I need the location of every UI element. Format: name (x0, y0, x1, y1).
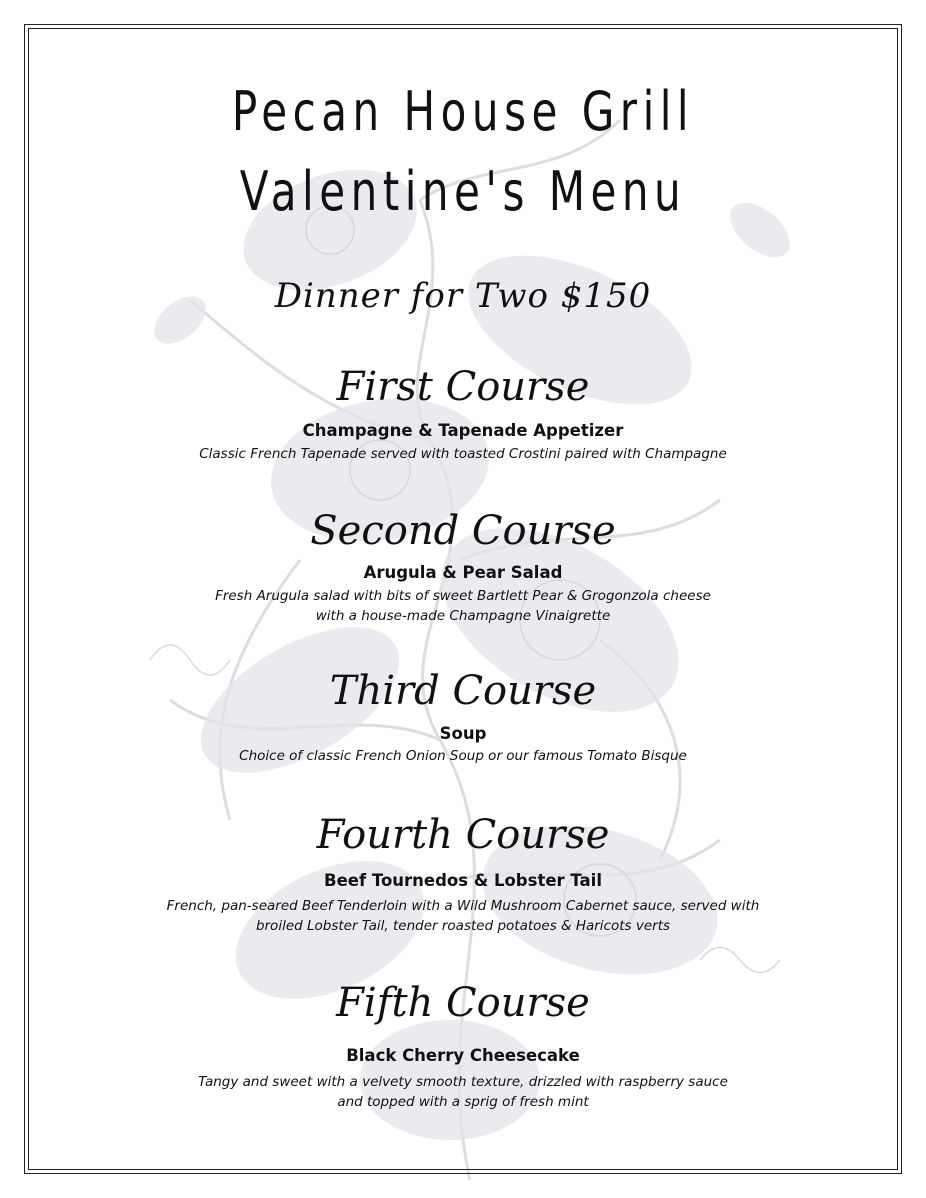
dish-description-line: Fresh Arugula salad with bits of sweet Bartlett Pear & Grogonzola cheese (215, 588, 711, 604)
menu-title-line1: Pecan House Grill (231, 80, 695, 143)
menu-title-line2: Valentine's Menu (239, 160, 687, 223)
dish-name: Beef Tournedos & Lobster Tail (324, 871, 602, 890)
menu-subtitle: Dinner for Two $150 (274, 276, 652, 316)
course-heading: Fourth Course (316, 812, 610, 858)
dish-name: Soup (439, 724, 487, 743)
dish-description-line: Classic French Tapenade served with toasted Crostini paired with Champagne (199, 446, 727, 462)
dish-description-line: broiled Lobster Tail, tender roasted potatoes & Haricots verts (255, 918, 671, 934)
dish-description (100, 746, 826, 766)
dish-description-line: and topped with a sprig of fresh mint (337, 1094, 589, 1110)
dish-name: Champagne & Tapenade Appetizer (302, 421, 624, 440)
course-heading: Fifth Course (336, 980, 590, 1026)
dish-description (100, 896, 826, 936)
dish-description-line: Tangy and sweet with a velvety smooth texture, drizzled with raspberry sauce (198, 1074, 728, 1090)
dish-description (100, 444, 826, 464)
course-heading: First Course (336, 364, 590, 410)
dish-description (100, 586, 826, 626)
dish-name: Arugula & Pear Salad (363, 563, 563, 582)
dish-description-line: with a house-made Champagne Vinaigrette (315, 608, 611, 624)
course-heading: Third Course (329, 668, 597, 714)
dish-description-line: French, pan-seared Beef Tenderloin with a Wild Mushroom Cabernet sauce, served with (166, 898, 760, 914)
dish-description-line: Choice of classic French Onion Soup or our famous Tomato Bisque (239, 748, 687, 764)
course-heading: Second Course (310, 508, 616, 554)
dish-description (100, 1072, 826, 1112)
dish-name: Black Cherry Cheesecake (346, 1046, 580, 1065)
